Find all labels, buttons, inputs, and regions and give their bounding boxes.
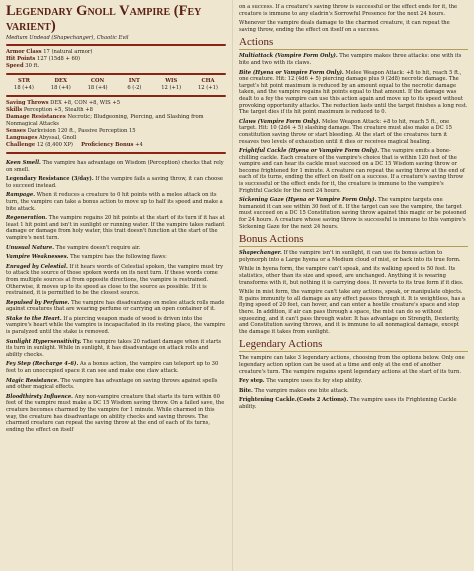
bonus-action: While in hyena form, the vampire can't speak, and its walking speed is 50 feet. Its statistics, other than its size and speed, are unchanged. Anything it is wearing transforms with it, but nothing it is carrying does. It reverts to its true form if it dies. [239,266,464,286]
legendary-action: Frightening Cackle.(Costs 2 Actions). The vampire uses its Frightening Cackle ability. [239,397,457,410]
trait: Keen Smell. The vampire has advantage on Wisdom (Perception) checks that rely on smell. [6,160,224,173]
trait: Enraged by Celestial. If it hears words of Celestial spoken, the vampire must try to attack the source of those spoken words on its next turn. If these words come from multiple sources at from opposite directions, the vampire is restrained. Otherwise, it moves up to its speed as close to the source as possible. If it is restrained, it is permitted to be the closest source. [6,263,224,297]
divider [6,73,226,75]
trait: Fey Step (Recharge 4–6). As a bonus action, the vampire can teleport up to 30 feet to an unoccupied space it can see and make one claw attack. [6,361,219,375]
action: Sickening Gaze (Hyena or Vampire Form Only). The vampire targets one humanoid it can see within 30 feet of it. If the target can see the vampire, the target must succeed on a DC 15 Constitution saving throw against this magic or be poisoned for 24 hours. A creature whose saving throw is successful is immune to this vampire's Sickening Gaze for the next 24 hours. [239,197,467,230]
ability-dex: DEX 18 (+4) [50,78,71,91]
legendary-action: Fey step. The vampire uses its fey step ability. [239,378,363,385]
senses: Senses Darkvision 120 ft., Passive Perception 15 [6,128,136,134]
divider [6,95,226,97]
trait: Magic Resistance. The vampire has advantage on saving throws against spells and other magical effects. [6,377,218,391]
statblock-title: Legendary Gnoll Vampire (Fey varient) [6,3,202,34]
hit-points: Hit Points 127 (15d8 + 60) [6,56,81,62]
trait: Regeneration. The vampire regains 20 hit points at the start of its turn if it has at least 1 hit point and isn't in sunlight or running water. If the vampire takes radiant damage or damage from holy water, this trait doesn't function at the start of the vampire's next turn. [6,215,225,241]
creature-type: Medium Undead (Shapechanger), Chaotic Evil [6,35,129,41]
action: Multiattack (Vampire Form Only). The vampire makes three attacks: one with its bite and two with its claws. [239,53,462,66]
languages: Languages Abyssal, Gnoll [6,135,77,141]
trait: Rampage. When it reduces a creature to 0 hit points with a melee attack on its turn, the vampire can take a bonus action to move up to half its speed and make a bite attack. [6,192,223,212]
trait: Legendary Resistance (3/day). If the vampire fails a saving throw, it can choose to succeed instead. [6,176,223,189]
armor-class: Armor Class 17 (natural armor) [6,49,93,55]
ability-con: CON 18 (+4) [87,78,108,91]
bonus-action: While in mist form, the vampire can't take any actions, speak, or manipulate objects. It gains immunity to all damage as any effect passes through it. It is weightless, has a flying speed of 20 feet, can hover, and can enter a hostile creature's space and stop there. In addition, if air can pass through a space, the mist can do so without squeezing, and it can't pass through water. It has advantage on Strength, Dexterity, and Constitution saving throws, and it is immune to all nonmagical damage, except the damage it takes from sunlight. [239,289,465,335]
legendary-actions-heading: Legendary Actions [239,338,468,352]
ability-scores [6,78,226,92]
ability-wis: WIS 12 (+1) [161,78,182,91]
actions-heading: Actions [239,36,468,50]
damage-resistances: Damage Resistances Necrotic; Bludgeoning, Piercing, and Slashing from Nonmagical Attacks [6,114,204,127]
speed: Speed 30 ft. [6,63,40,69]
skills: Skills Perception +5, Stealth +8 [6,107,93,113]
trait-continued: Whenever the vampire deals damage to the charmed creature, it can repeat the saving throw, ending the effect on itself on a success. [239,20,450,33]
left-column [0,0,232,571]
action: Bite (Hyena or Vampire Form Only). Melee Weapon Attack: +8 to hit, reach 5 ft., one creature. Hit: 12 (4d6 + 5) piercing damage plus 9 (2d8) necrotic damage. The target's hit point maximum is reduced by an amount equal to the necrotic damage taken, and the vampire regains hit points equal to that amount. If the damage was dealt to a fey the vampire can use this action again and move up to its speed without provoking opportunity attacks. The reduction lasts until the target finishes a long rest. The target dies if its hit point maximum is reduced to 0. [239,69,468,116]
ability-cha: CHA 12 (+1) [198,78,218,91]
trait: Sunlight Hypersensitivity. The vampire takes 20 radiant damage when it starts its turn in sunlight. While in sunlight, it has disadvantage on attack rolls and ability checks. [6,338,221,358]
bonus-action: Shapechanger. If the vampire isn't in sunlight, it can use its bonus action to polymorph into a Large hyena or a Medium cloud of mist, or back into its true form. [239,250,461,263]
bonus-actions-heading: Bonus Actions [239,233,468,247]
divider [6,152,226,154]
challenge: Challenge 12 (8,400 XP) Proficiency Bonus +4 [6,142,143,148]
saving-throws: Saving Throws DEX +8, CON +8, WIS +5 [6,100,120,106]
trait: Vampire Weaknesses. The vampire has the following flaws: [6,254,167,261]
ability-int: INT 6 (-2) [127,78,142,91]
traits-list [6,160,226,433]
right-column [232,0,474,571]
legendary-action: Bite. The vampire makes one bite attack. [239,387,349,394]
divider [6,44,226,46]
trait: Stake to the Heart. If a piercing weapon made of wood is driven into the vampire's heart while the vampire is incapacitated in its resting place, the vampire is paralyzed until the stake is removed. [6,315,226,336]
ability-str: STR 18 (+4) [14,78,34,91]
trait: Bloodthirsty Influence. Any non-vampire creature that starts its turn within 60 feet of the vampire must make a DC 15 Wisdom saving throw. On a failed save, the creature becomes charmed by the vampire for 1 minute. While charmed in this way, the creature has disadvantage on ability checks and saving throws. The charmed creature can repeat the saving throw at the end of each of its turns, ending the effect on itself [6,393,225,433]
trait: Repulsed by Perfume. The vampire has disadvantage on melee attack rolls made against creatures that are wearing perfume or carrying an open container of it. [6,299,225,313]
action: Claws (Vampire Form Only). Melee Weapon Attack: +8 to hit, reach 5 ft., one target. Hit: 10 (2d4 + 5) slashing damage. The creature must also make a DC 15 constitution saving throw or start bleeding. At the start of the creatures turn it resaves two levels of exhaustion until it dies or receives magical healing. [239,118,452,145]
trait-continued: on a success. If a creature's saving throw is successful or the effect ends for it, the creature is immune to any eladrin's Sorrowful Presence for the next 24 hours. [239,4,458,17]
trait: Unusual Nature. The vampire doesn't require air. [6,244,141,251]
legendary-intro: The vampire can take 3 legendary actions, choosing from the options below. Only one legendary action option can be used at a time and only at the end of another creature's turn. The vampire regains spent legendary actions at the start of its turn. [239,355,465,375]
action: Frightful Cackle (Hyena or Vampire Form Only). The vampire emits a bone-chilling cackle. Each creature of the vampire's choice that is within 120 feet of the vampire and can hear its cackle must succeed on a DC 15 Wisdom saving throw or become frightened for 1 minute. A creature can repeat the saving throw at the end of each of its turns, ending the effect on itself on a success. If a creature's saving throw is successful or the effect ends for it, the creature is immune to the vampire's Frightful Cackle for the next 24 hours. [239,148,465,194]
